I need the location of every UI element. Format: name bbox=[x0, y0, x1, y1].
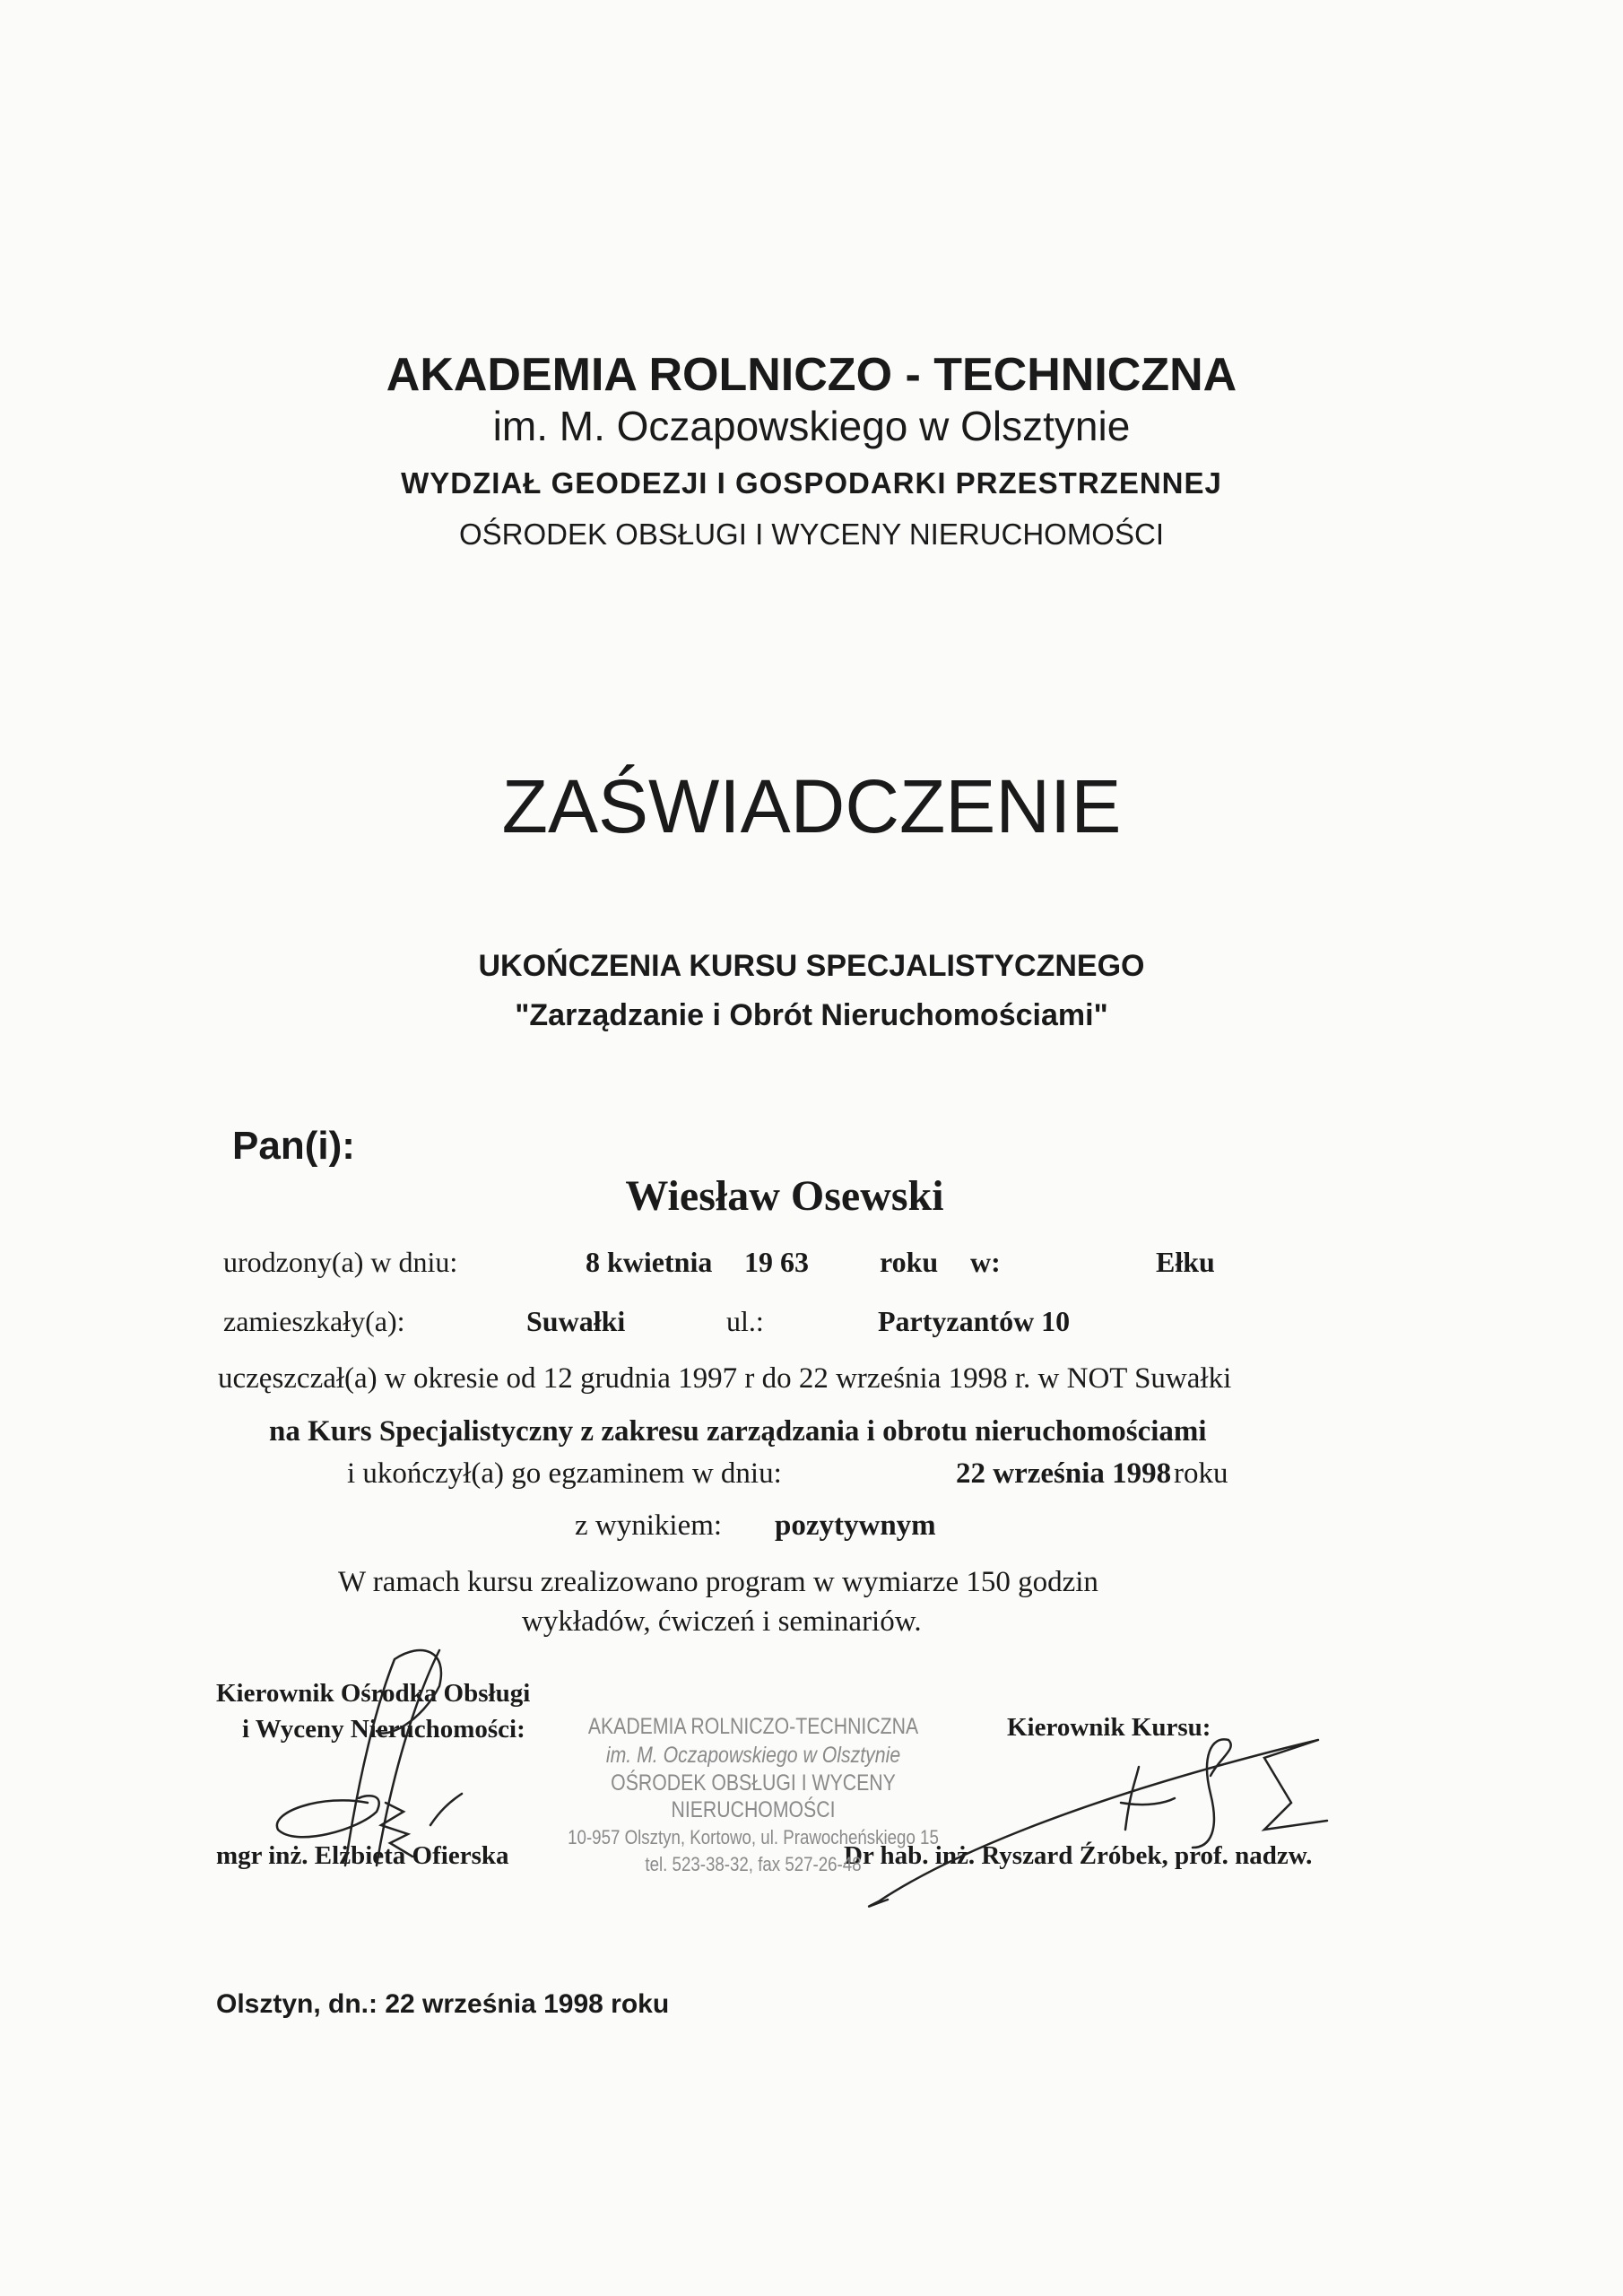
street-label: ul.: bbox=[726, 1305, 764, 1337]
residence-label: zamieszkały(a): bbox=[223, 1305, 405, 1337]
salutation: Pan(i): bbox=[232, 1124, 355, 1168]
university-patron: im. M. Oczapowskiego w Olsztynie bbox=[492, 403, 1131, 449]
city: Suwałki bbox=[526, 1305, 626, 1337]
document-subtitle: UKOŃCZENIA KURSU SPECJALISTYCZNEGO bbox=[478, 949, 1145, 983]
program-line-2: wykładów, ćwiczeń i seminariów. bbox=[522, 1605, 922, 1638]
right-signatory-name: Dr hab. inż. Ryszard Źróbek, prof. nadzw. bbox=[844, 1841, 1313, 1870]
place-label: w: bbox=[970, 1246, 1001, 1278]
left-signatory-title-1: Kierownik Ośrodka Obsługi bbox=[216, 1679, 531, 1708]
program-line-1: W ramach kursu zrealizowano program w wymiarze 150 godzin bbox=[338, 1566, 1098, 1598]
born-day: 8 kwietnia bbox=[586, 1246, 713, 1278]
university-name: AKADEMIA ROLNICZO - TECHNICZNA bbox=[386, 349, 1237, 401]
place-and-date: Olsztyn, dn.: 22 września 1998 roku bbox=[216, 1989, 670, 2019]
exam-date: 22 września 1998 bbox=[956, 1457, 1172, 1490]
recipient-name: Wiesław Osewski bbox=[625, 1172, 944, 1220]
course-name: "Zarządzanie i Obrót Nieruchomościami" bbox=[515, 998, 1108, 1032]
right-signature bbox=[869, 1739, 1327, 1906]
street: Partyzantów 10 bbox=[878, 1305, 1071, 1337]
born-label: urodzony(a) w dniu: bbox=[223, 1246, 458, 1278]
left-signatory-title-2: i Wyceny Nieruchomości: bbox=[242, 1715, 525, 1744]
left-signatory-name: mgr inż. Elżbieta Ofierska bbox=[216, 1841, 509, 1870]
document-title: ZAŚWIADCZENIE bbox=[501, 764, 1122, 848]
result: pozytywnym bbox=[775, 1509, 936, 1542]
course-line: na Kurs Specjalistyczny z zakresu zarządzania i obrotu nieruchomościami bbox=[269, 1415, 1207, 1448]
exam-label: i ukończył(a) go egzaminem w dniu: bbox=[347, 1457, 782, 1490]
result-label: z wynikiem: bbox=[575, 1509, 723, 1542]
left-signature bbox=[277, 1650, 462, 1866]
birthplace: Ełku bbox=[1156, 1246, 1215, 1278]
exam-year-label: roku bbox=[1174, 1457, 1228, 1490]
year-label: roku bbox=[880, 1246, 939, 1278]
attendance-line: uczęszczał(a) w okresie od 12 grudnia 1997 r do 22 września 1998 r. w NOT Suwałki bbox=[218, 1362, 1232, 1395]
faculty-name: WYDZIAŁ GEODEZJI I GOSPODARKI PRZESTRZENNEJ bbox=[401, 466, 1222, 500]
center-name: OŚRODEK OBSŁUGI I WYCENY NIERUCHOMOŚCI bbox=[458, 517, 1164, 551]
right-signatory-title: Kierownik Kursu: bbox=[1007, 1713, 1211, 1742]
born-year: 19 63 bbox=[744, 1246, 809, 1278]
